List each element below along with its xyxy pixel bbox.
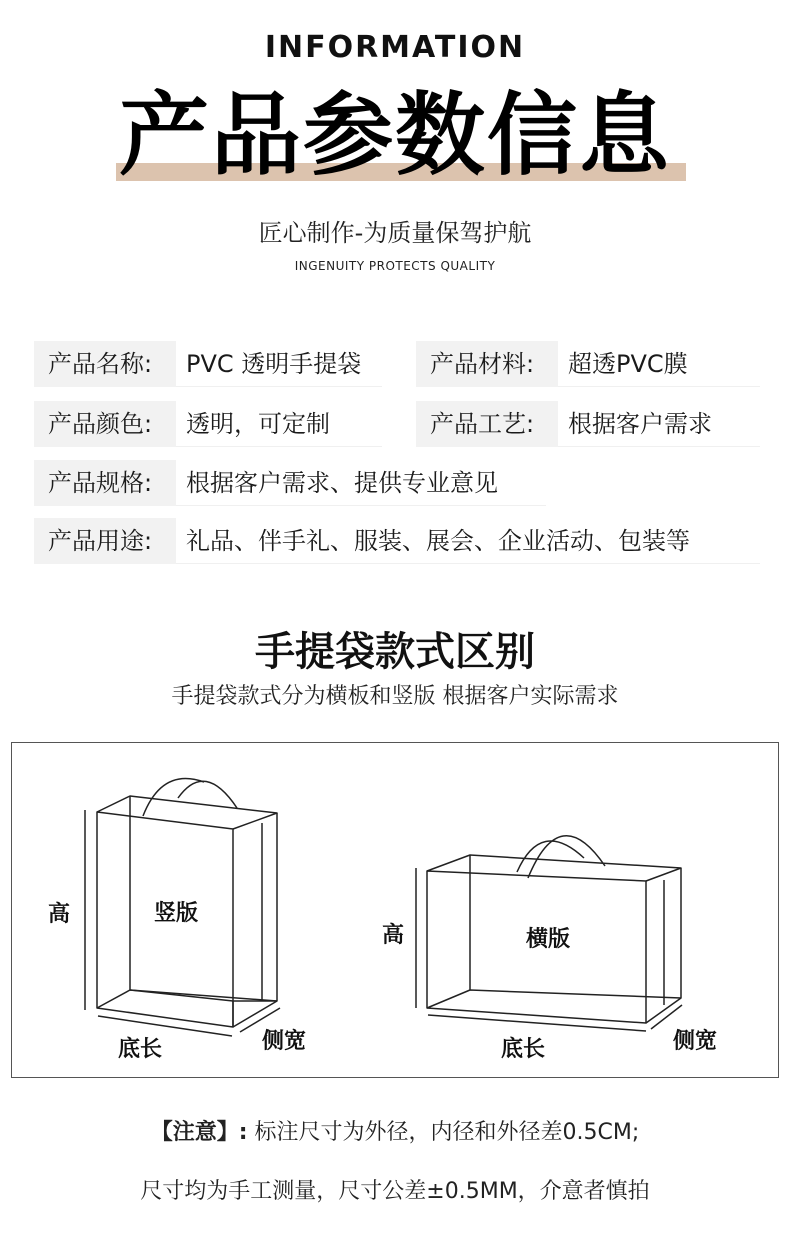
styles-section-subtitle: 手提袋款式分为横板和竖版 根据客户实际需求 bbox=[171, 684, 619, 709]
param-value-name: PVC 透明手提袋 bbox=[176, 341, 382, 387]
param-label-spec: 产品规格: bbox=[34, 460, 176, 506]
note-prefix: 【注意】: bbox=[150, 1120, 248, 1145]
param-value-craft: 根据客户需求 bbox=[558, 401, 760, 447]
horizontal-bag-label: 横版 bbox=[526, 927, 571, 952]
note-line-2: 尺寸均为手工测量，尺寸公差±0.5MM，介意者慎拍 bbox=[140, 1179, 650, 1204]
note-text-1: 标注尺寸为外径，内径和外径差0.5CM; bbox=[254, 1120, 640, 1145]
param-value-spec: 根据客户需求、提供专业意见 bbox=[176, 460, 546, 506]
page-title: 产品参数信息 bbox=[119, 83, 671, 188]
horizontal-width-label: 侧宽 bbox=[673, 1029, 718, 1054]
subtitle-chinese: 匠心制作-为质量保驾护航 bbox=[258, 219, 532, 247]
vertical-bag-label: 竖版 bbox=[154, 901, 199, 926]
note-line-1 bbox=[0, 1115, 790, 1146]
horizontal-length-label: 底长 bbox=[501, 1037, 546, 1062]
styles-section-title: 手提袋款式区别 bbox=[255, 629, 535, 675]
param-value-material: 超透PVC膜 bbox=[558, 341, 760, 387]
vertical-width-label: 侧宽 bbox=[262, 1029, 307, 1054]
horizontal-height-label: 高 bbox=[382, 923, 405, 948]
subtitle-english: INGENUITY PROTECTS QUALITY bbox=[294, 259, 496, 273]
param-label-color: 产品颜色: bbox=[34, 401, 176, 447]
english-title: INFORMATION bbox=[264, 30, 526, 65]
param-value-use: 礼品、伴手礼、服装、展会、企业活动、包装等 bbox=[176, 518, 760, 564]
param-label-use: 产品用途: bbox=[34, 518, 176, 564]
param-label-name: 产品名称: bbox=[34, 341, 176, 387]
param-value-color: 透明，可定制 bbox=[176, 401, 382, 447]
param-label-craft: 产品工艺: bbox=[416, 401, 558, 447]
vertical-length-label: 底长 bbox=[118, 1037, 163, 1062]
vertical-height-label: 高 bbox=[48, 902, 71, 927]
param-label-material: 产品材料: bbox=[416, 341, 558, 387]
